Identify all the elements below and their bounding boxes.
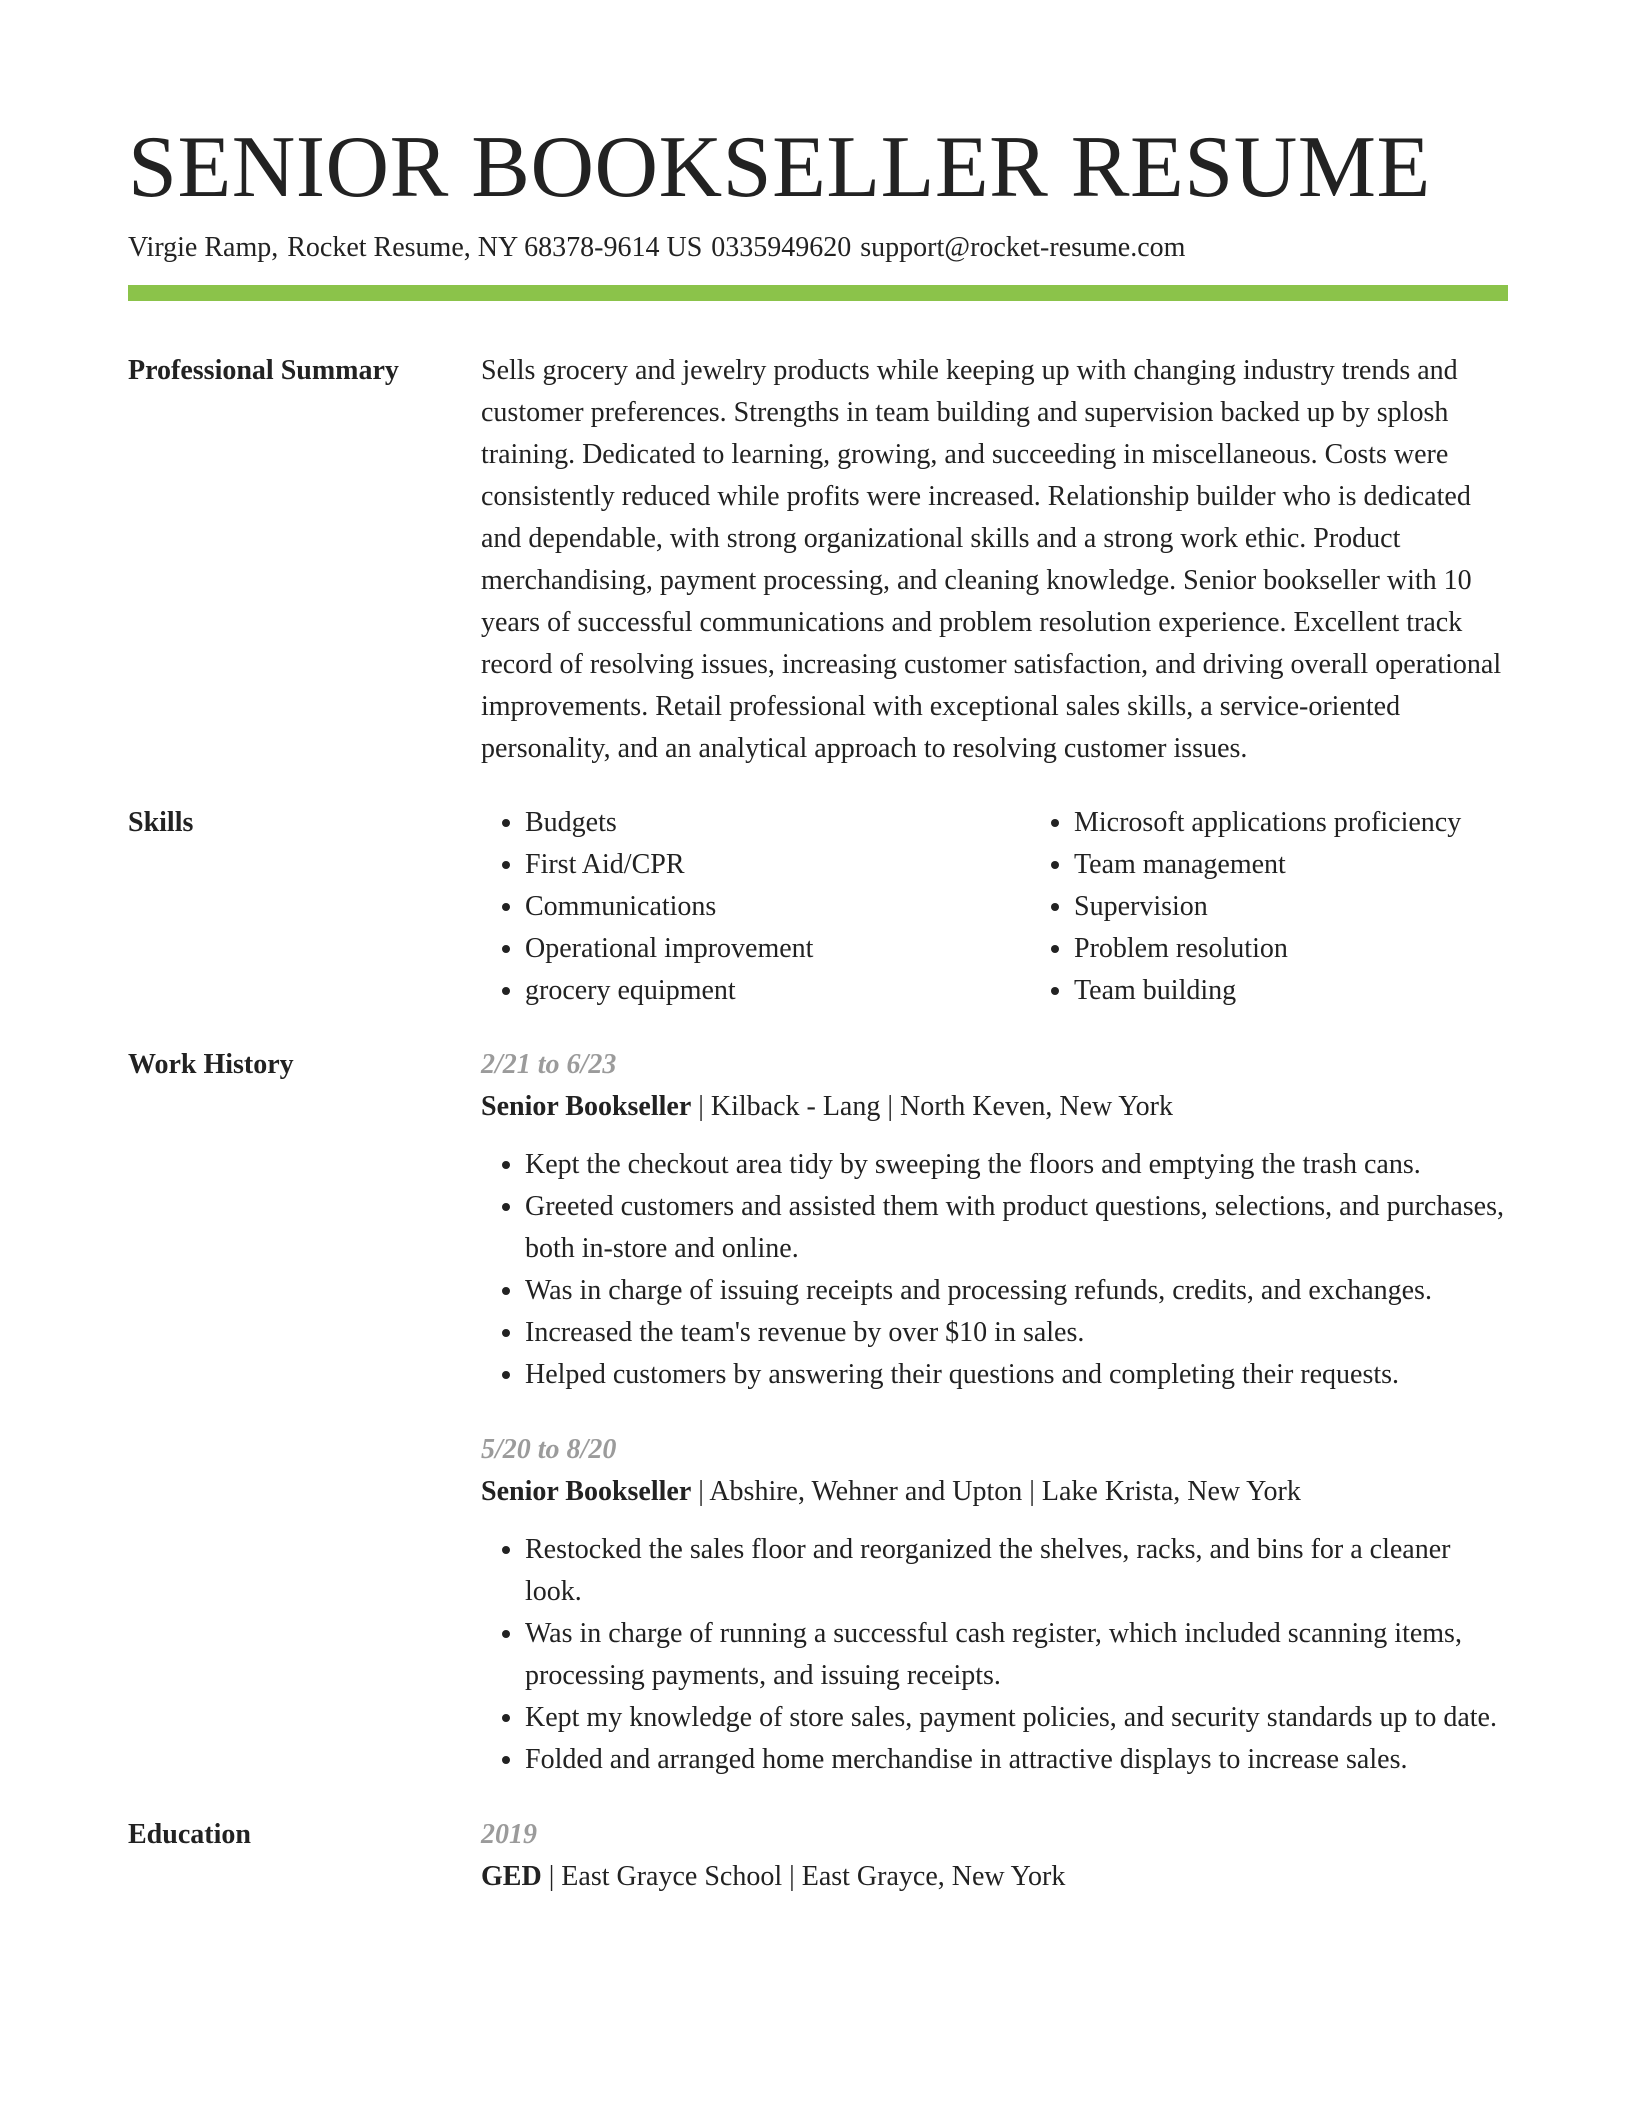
job-bullet: • Greeted customers and assisted them with product questions, selections, and purchases, both in-store and online. — [525, 1186, 1508, 1270]
skill-item: • grocery equipment — [525, 970, 986, 1012]
job-bullet: • Increased the team's revenue by over $10 in sales. — [525, 1312, 1508, 1354]
skills-section — [128, 802, 1508, 1012]
work-history-section — [128, 1044, 1508, 1781]
job-bullet: • Was in charge of running a successful cash register, which included scanning items, processing payments, and issuing receipts. — [525, 1613, 1508, 1697]
skills-list-right — [1030, 802, 1508, 1012]
job-heading — [481, 1471, 1508, 1513]
skill-item: • Supervision — [1074, 886, 1508, 928]
job-bullets — [481, 1529, 1508, 1781]
section-label: Education — [128, 1819, 251, 1850]
skills-columns — [481, 802, 1508, 1012]
skill-item: • Communications — [525, 886, 986, 928]
job-bullets — [481, 1144, 1508, 1396]
education-body — [481, 1814, 1508, 1898]
summary-text: Sells grocery and jewelry products while keeping up with changing industry trends and customer preferences. Strengths in team building and supervision backed up by splosh training. Dedicated to learning, growing, and succeeding in miscellaneous. Costs were consistently reduced while profits were increased. Relationship builder who is dedicated and dependable, with strong organizational skills and a strong work ethic. Product merchandising, payment processing, and cleaning knowledge. Senior bookseller with 10 years of successful communications and problem resolution experience. Excellent track record of resolving issues, increasing customer satisfaction, and driving overall operational improvements. Retail professional with exceptional sales skills, a service-oriented personality, and an analytical approach to resolving customer issues. — [481, 355, 1502, 764]
skills-list-left — [481, 802, 986, 1012]
education-details: | East Grayce School | East Grayce, New York — [541, 1861, 1066, 1892]
contact-phone: 0335949620 — [711, 232, 852, 263]
education-degree: GED — [481, 1861, 542, 1892]
contact-line — [128, 228, 1508, 268]
job-bullet: • Helped customers by answering their questions and completing their requests. — [525, 1354, 1508, 1396]
skill-item: • Team building — [1074, 970, 1508, 1012]
summary-body — [481, 350, 1508, 770]
section-label: Professional Summary — [128, 355, 399, 386]
job-dates: 2/21 to 6/23 — [481, 1049, 617, 1080]
contact-email[interactable]: support@rocket-resume.com — [860, 232, 1186, 263]
job-title: Senior Bookseller — [481, 1476, 692, 1507]
skill-item: • Budgets — [525, 802, 986, 844]
contact-address: Rocket Resume, NY 68378-9614 US — [287, 232, 703, 263]
education-heading — [481, 1856, 1508, 1898]
job-entry — [481, 1429, 1508, 1781]
skill-item: • Team management — [1074, 844, 1508, 886]
skill-item: • Microsoft applications proficiency — [1074, 802, 1508, 844]
job-details: | Kilback - Lang | North Keven, New York — [691, 1091, 1173, 1122]
job-details: | Abshire, Wehner and Upton | Lake Krista, New York — [691, 1476, 1301, 1507]
job-bullet: • Was in charge of issuing receipts and processing refunds, credits, and exchanges. — [525, 1270, 1508, 1312]
job-title: Senior Bookseller — [481, 1091, 692, 1122]
professional-summary-section — [128, 350, 1508, 770]
resume-title: SENIOR BOOKSELLER RESUME — [128, 119, 1431, 216]
contact-name: Virgie Ramp, — [128, 232, 279, 263]
job-bullet: • Kept my knowledge of store sales, payment policies, and security standards up to date. — [525, 1697, 1508, 1739]
job-heading — [481, 1086, 1508, 1128]
resume-page — [128, 118, 1508, 1898]
header-divider — [128, 285, 1508, 301]
skill-item: • First Aid/CPR — [525, 844, 986, 886]
work-body — [481, 1044, 1508, 1781]
job-dates: 5/20 to 8/20 — [481, 1434, 617, 1465]
skills-body — [481, 802, 1508, 1012]
job-entry — [481, 1044, 1508, 1396]
education-section — [128, 1814, 1508, 1898]
skill-item: • Operational improvement — [525, 928, 986, 970]
section-label: Skills — [128, 807, 194, 838]
job-bullet: • Restocked the sales floor and reorganized the shelves, racks, and bins for a cleaner look. — [525, 1529, 1508, 1613]
skill-item: • Problem resolution — [1074, 928, 1508, 970]
job-bullet: • Kept the checkout area tidy by sweeping the floors and emptying the trash cans. — [525, 1144, 1508, 1186]
section-label: Work History — [128, 1049, 294, 1080]
job-bullet: • Folded and arranged home merchandise in attractive displays to increase sales. — [525, 1739, 1508, 1781]
education-year: 2019 — [481, 1819, 537, 1850]
